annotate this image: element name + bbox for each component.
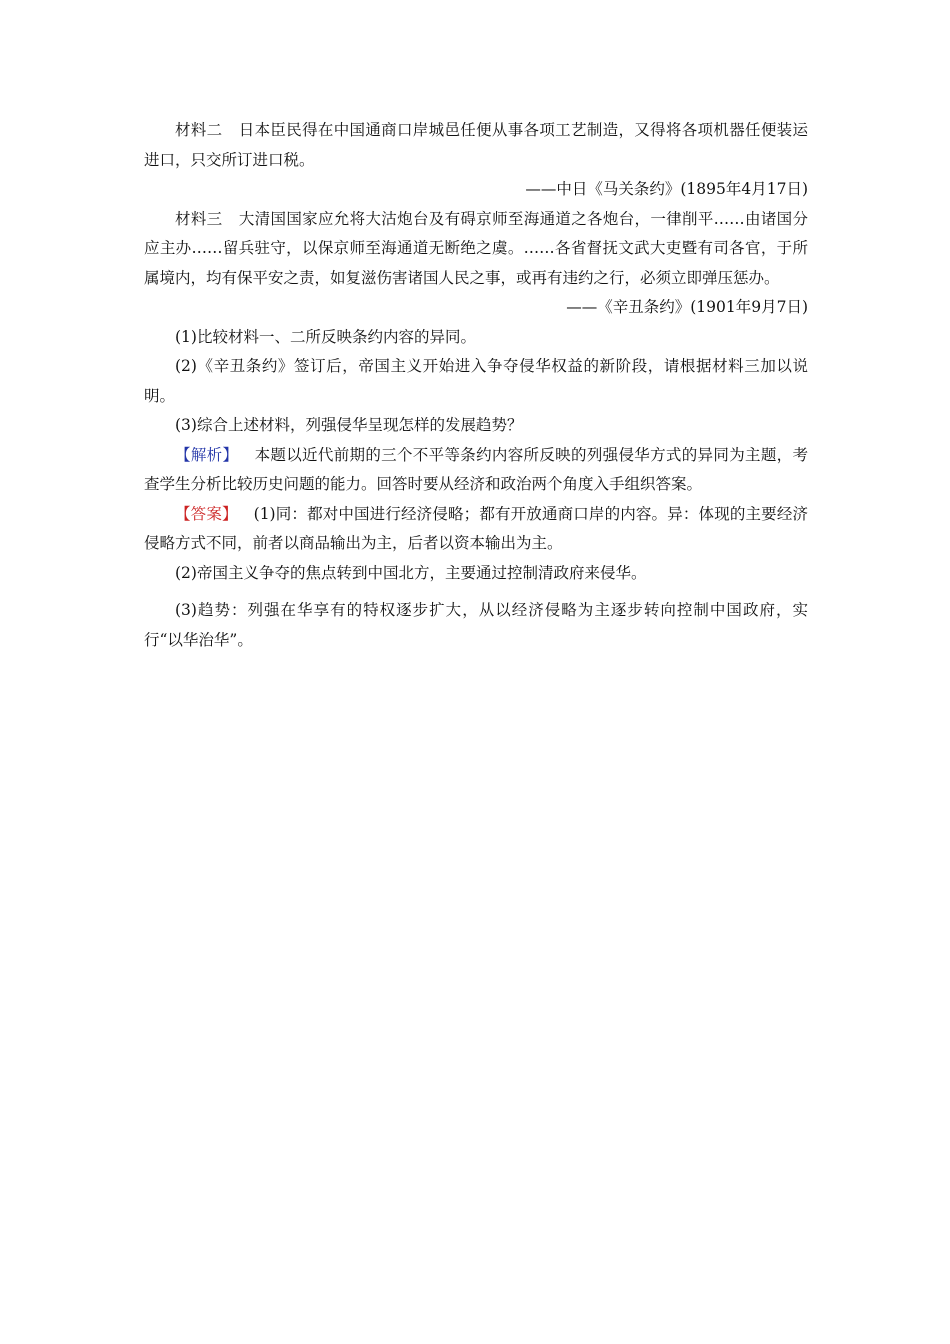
material-3-label: 材料三	[175, 209, 223, 228]
document-body	[144, 116, 808, 655]
answer-item-2: (2)帝国主义争夺的焦点转到中国北方，主要通过控制清政府来侵华。	[175, 563, 647, 582]
question-2: (2)《辛丑条约》签订后，帝国主义开始进入争夺侵华权益的新阶段，请根据材料三加以说明。	[144, 357, 808, 405]
analysis-paragraph	[144, 441, 808, 500]
material-2-paragraph	[144, 116, 808, 175]
material-3-source: ——《辛丑条约》(1901年9月7日)	[566, 298, 808, 316]
analysis-text: 本题以近代前期的三个不平等条约内容所反映的列强侵华方式的异同为主题，考查学生分析比较历史问题的能力。回答时要从经济和政治两个角度入手组织答案。	[144, 445, 808, 493]
material-2-label: 材料二	[175, 121, 223, 139]
question-3: (3)综合上述材料，列强侵华呈现怎样的发展趋势？	[175, 416, 523, 434]
answer-tag: 【答案】	[175, 504, 238, 523]
material-2-source: ——中日《马关条约》(1895年4月17日)	[525, 180, 808, 198]
analysis-tag: 【解析】	[175, 445, 239, 464]
material-3-paragraph	[144, 205, 808, 294]
answer-item-3: (3)趋势：列强在华享有的特权逐步扩大，从以经济侵略为主逐步转向控制中国政府，实行“以华治华”。	[144, 601, 808, 649]
question-1: (1)比较材料一、二所反映条约内容的异同。	[175, 327, 476, 346]
material-3-text: 大清国国家应允将大沽炮台及有碍京师至海通道之各炮台，一律削平……由诸国分应主办……留兵驻守，以保京师至海通道无断绝之虞。……各省督抚文武大吏暨有司各官，于所属境内，均有保平安之责，如复滋伤害诸国人民之事，或再有违约之行，必须立即弹压惩办。	[144, 209, 808, 287]
material-2-text: 日本臣民得在中国通商口岸城邑任便从事各项工艺制造，又得将各项机器任便装运进口，只交所订进口税。	[144, 121, 808, 169]
answer-item-1: (1)同：都对中国进行经济侵略；都有开放通商口岸的内容。异：体现的主要经济侵略方式不同，前者以商品输出为主，后者以资本输出为主。	[144, 504, 808, 552]
answer-paragraph-1	[144, 500, 808, 559]
